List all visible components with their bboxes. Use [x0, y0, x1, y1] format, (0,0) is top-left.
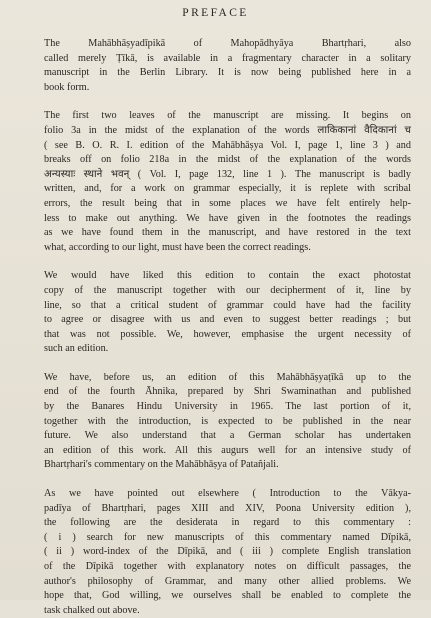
page-title: PREFACE — [182, 7, 249, 19]
text-line: manuscript in the Berlin Library. It is now being published here in a — [44, 67, 411, 79]
paragraph-3 — [20, 269, 411, 357]
text-line: We have, before us, an edition of this Mahābhāṣyaṭīkā up to the — [44, 371, 411, 383]
text-line: the following are the desiderata in regard to this commentary : — [44, 517, 411, 529]
text-line: less to make out anything. We have given in the footnotes the readings — [44, 212, 411, 224]
text-line: written, and, for a work on grammar especially, it is replete with scribal — [44, 183, 411, 195]
text-line: of the Dīpikā together with explanatory notes on difficult passages, the — [44, 561, 411, 572]
text-line: what, according to our light, must have been the correct readings. — [44, 241, 311, 253]
text-line: such an edition. — [44, 343, 109, 355]
text-line: to agree or disagree with us and even to suggest better readings ; but — [44, 314, 411, 326]
text-line: ( see B. O. R. I. edition of the Mahābhāṣya Vol. I, page 1, line 3 ) and — [44, 139, 411, 151]
text-line: book form. — [44, 81, 90, 93]
text-line: an edition of this work. All this augurs well for an intensive study of — [44, 444, 411, 456]
text-line: line, so that a critical student of grammar could have had the facility — [44, 299, 411, 311]
text-line: अन्यस्याः स्थाने भवन् ( Vol. I, page 132, line 1 ). The manuscript is badly — [44, 168, 411, 180]
text-line: that was not possible. We, however, emphasise the urgent necessity of — [44, 328, 411, 340]
text-line: hope that, God willing, we ourselves shall be enabled to complete the — [44, 590, 411, 602]
text-line: together with the introduction, is expected to be published in the near — [44, 415, 411, 427]
text-line: copy of the manuscript together with our decipherment of it, line by — [44, 284, 411, 296]
text-line: ( ii ) word-index of the Dīpikā, and ( iii ) complete English translation — [44, 546, 411, 558]
text-line: ( i ) search for new manuscripts of this commentary named Dīpikā, — [44, 531, 411, 543]
text-line: errors, the result being that in some places we have felt entirely help- — [44, 197, 411, 209]
text-line: We would have liked this edition to contain the exact photostat — [44, 270, 411, 282]
text-line: task chalked out above. — [44, 604, 140, 616]
paragraph-2 — [20, 109, 411, 255]
text-line: end of the fourth Āhnika, prepared by Shri Swaminathan and published — [44, 386, 411, 398]
text-line: author's philosophy of Grammar, and many other allied problems. We — [44, 575, 411, 587]
text-line: breaks off on folio 218a in the midst of the explanation of the words — [44, 154, 411, 166]
paragraph-1 — [20, 37, 411, 95]
text-line: called merely Ṭīkā, is available in a fragmentary character in a solitary — [44, 52, 411, 64]
text-line: As we have pointed out elsewhere ( Introduction to the Vākya- — [44, 488, 411, 500]
paragraph-4 — [20, 371, 411, 473]
text-line: future. We also understand that a German scholar has undertaken — [44, 430, 411, 442]
text-line: The first two leaves of the manuscript are missing. It begins on — [44, 110, 411, 122]
text-line: as we have found them in the manuscript, and have restored in the text — [44, 227, 411, 239]
text-line: Bhartṛhari's commentary on the Mahābhāṣya of Patañjali. — [44, 459, 279, 471]
text-line: folio 3a in the midst of the explanation of the words लाकिकानां वैदिकानां च — [44, 124, 411, 136]
text-line: The Mahābhāṣyadīpikā of Mahopādhyāya Bhartṛhari, also — [44, 38, 411, 49]
text-line: padīya of Bhartṛhari, pages XIII and XIV, Poona University edition ), — [44, 502, 411, 514]
text-line: by the Banares Hindu University in 1965. The last portion of it, — [44, 401, 411, 413]
paragraph-5 — [20, 487, 411, 618]
